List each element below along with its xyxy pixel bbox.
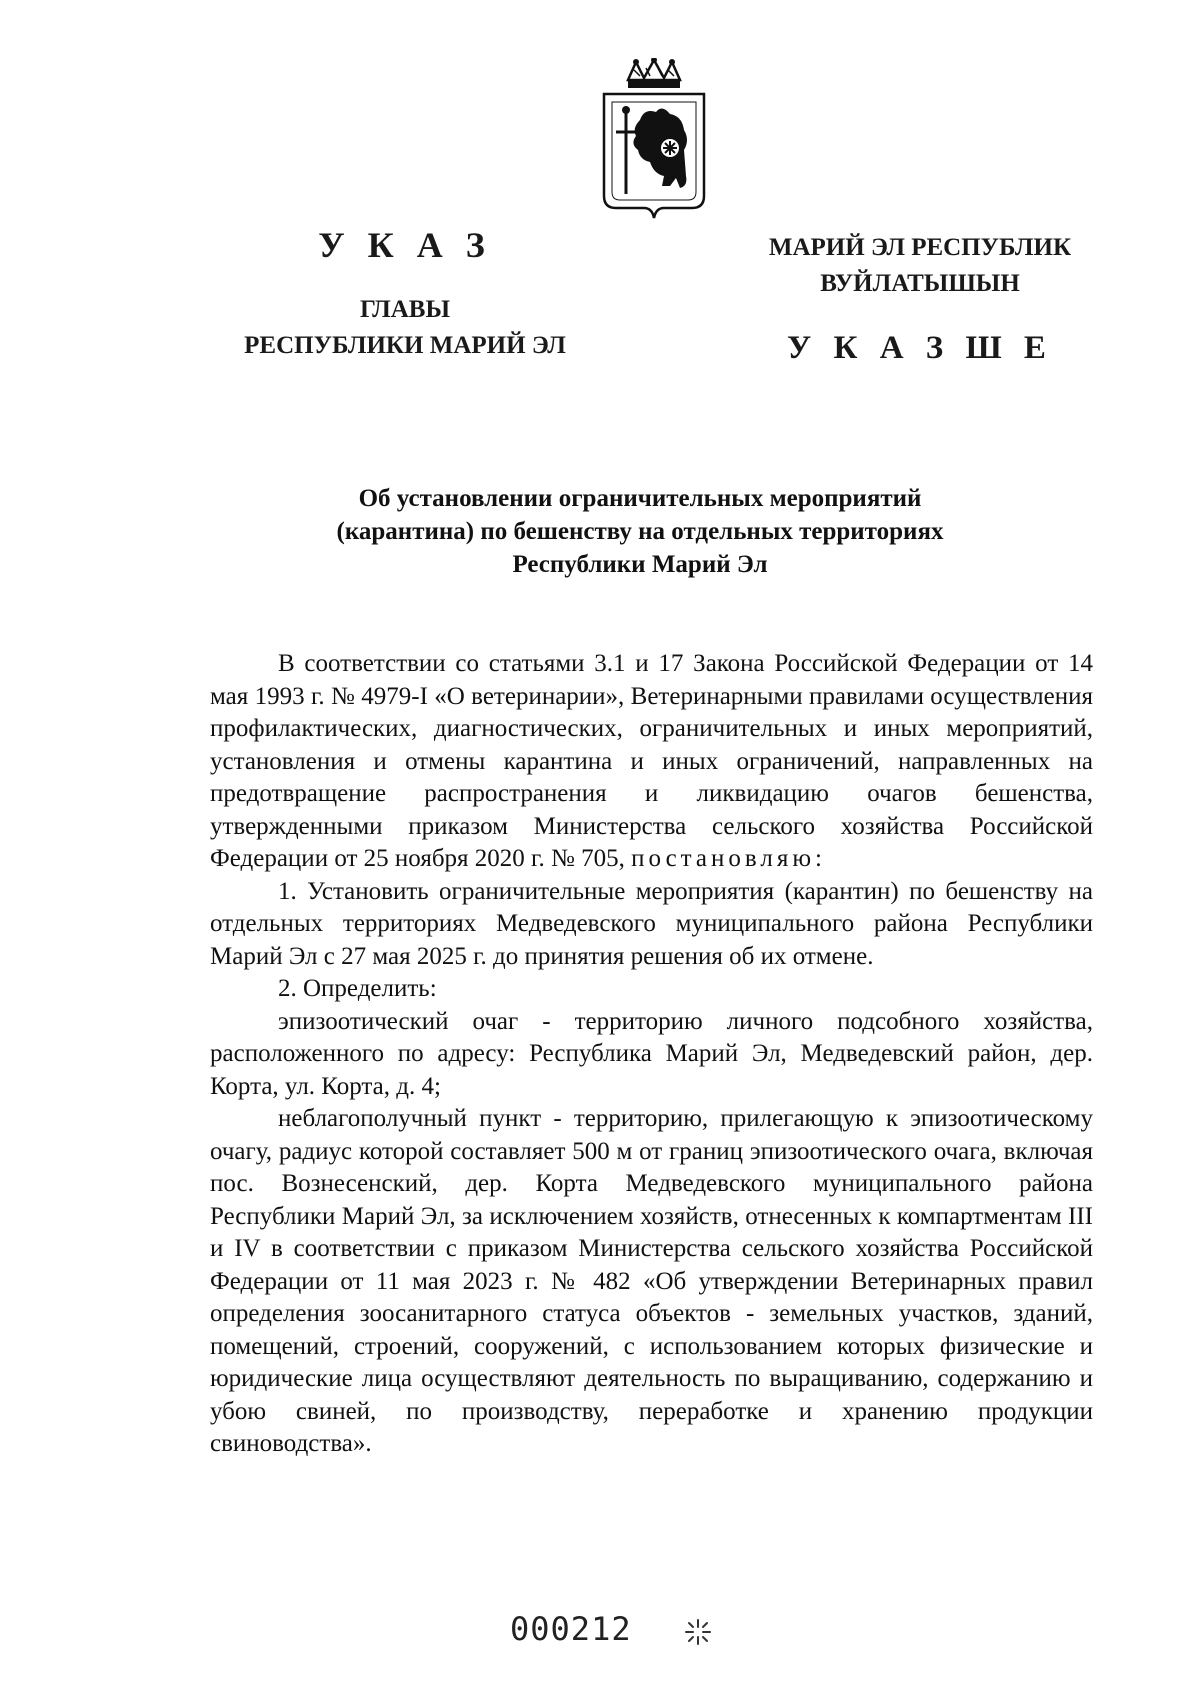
- episootic-focus-paragraph: эпизоотический очаг - территорию личного подсобного хозяйства, расположенного по адресу: Республика Марий Эл, Медведевский район, дер. Корта, ул. Корта, д. 4;: [210, 1007, 1093, 1100]
- resolution-word: постановляю:: [631, 845, 826, 872]
- decree-title-ru: У К А З: [318, 225, 492, 265]
- coat-of-arms-icon: [600, 58, 708, 230]
- issuer-mari-line-1: МАРИЙ ЭЛ РЕСПУБЛИК: [768, 234, 1072, 261]
- title-line-1: Об установлении ограничительных мероприятий: [358, 485, 922, 512]
- clause-1-paragraph: 1. Установить ограничительные мероприятия (карантин) по бешенству на отдельных территориях Медведевского муниципального района Республики Марий Эл с 27 мая 2025 г. до принятия решения об их отмене.: [210, 877, 1093, 970]
- document-title: [200, 482, 1080, 581]
- decree-issuer-ru: [210, 292, 600, 364]
- issuer-mari-line-2: ВУЙЛАТЫШЫН: [820, 270, 1020, 297]
- unfavorable-point-paragraph: неблагополучный пункт - территорию, прилегающую к эпизоотическому очагу, радиус которой составляет 500 м от границ эпизоотического очага, включая пос. Вознесенский, дер. Корта Медведевского муниципального района Республики Марий Эл, за исключением хозяйств, отнесенных к компартментам III и IV в соответствии с приказом Министерства сельского хозяйства Российской Федерации от 11 мая 2023 г. № 482 «Об утверждении Ветеринарных правил определения зоосанитарного статуса объектов - земельных участков, зданий, помещений, строений, сооружений, с использованием которых физические и юридические лица осуществляют деятельность по выращиванию, содержанию и убою свиней, по производству, переработке и хранению продукции свиноводства».: [210, 1105, 1093, 1457]
- preamble-paragraph: [210, 648, 1093, 876]
- title-line-2: (карантина) по бешенству на отдельных территориях: [336, 518, 944, 545]
- title-line-3: Республики Марий Эл: [512, 551, 768, 578]
- clause-2-paragraph: 2. Определить:: [278, 975, 437, 1002]
- issuer-line-2: РЕСПУБЛИКИ МАРИЙ ЭЛ: [244, 332, 566, 359]
- serial-number: 000212: [510, 1610, 632, 1648]
- issuer-line-1: ГЛАВЫ: [359, 296, 451, 323]
- preamble-text: В соответствии со статьями 3.1 и 17 Закона Российской Федерации от 14 мая 1993 г. № 4979-I «О ветеринарии», Ветеринарными правилами осуществления профилактических, диагностических, ограничительных и иных мероприятий, установления и отмены карантина и иных ограничений, направленных на предотвращение распространения и ликвидацию очагов бешенства, утвержденными приказом Министерства сельского хозяйства Российской Федерации от 25 ноября 2020 г. № 705,: [210, 650, 1093, 872]
- decree-issuer-mari: [715, 230, 1125, 302]
- decree-title-mari: У К А З Ш Е: [787, 330, 1053, 366]
- document-body: [210, 648, 1093, 1461]
- asterisk-ornament-icon: [684, 1618, 712, 1646]
